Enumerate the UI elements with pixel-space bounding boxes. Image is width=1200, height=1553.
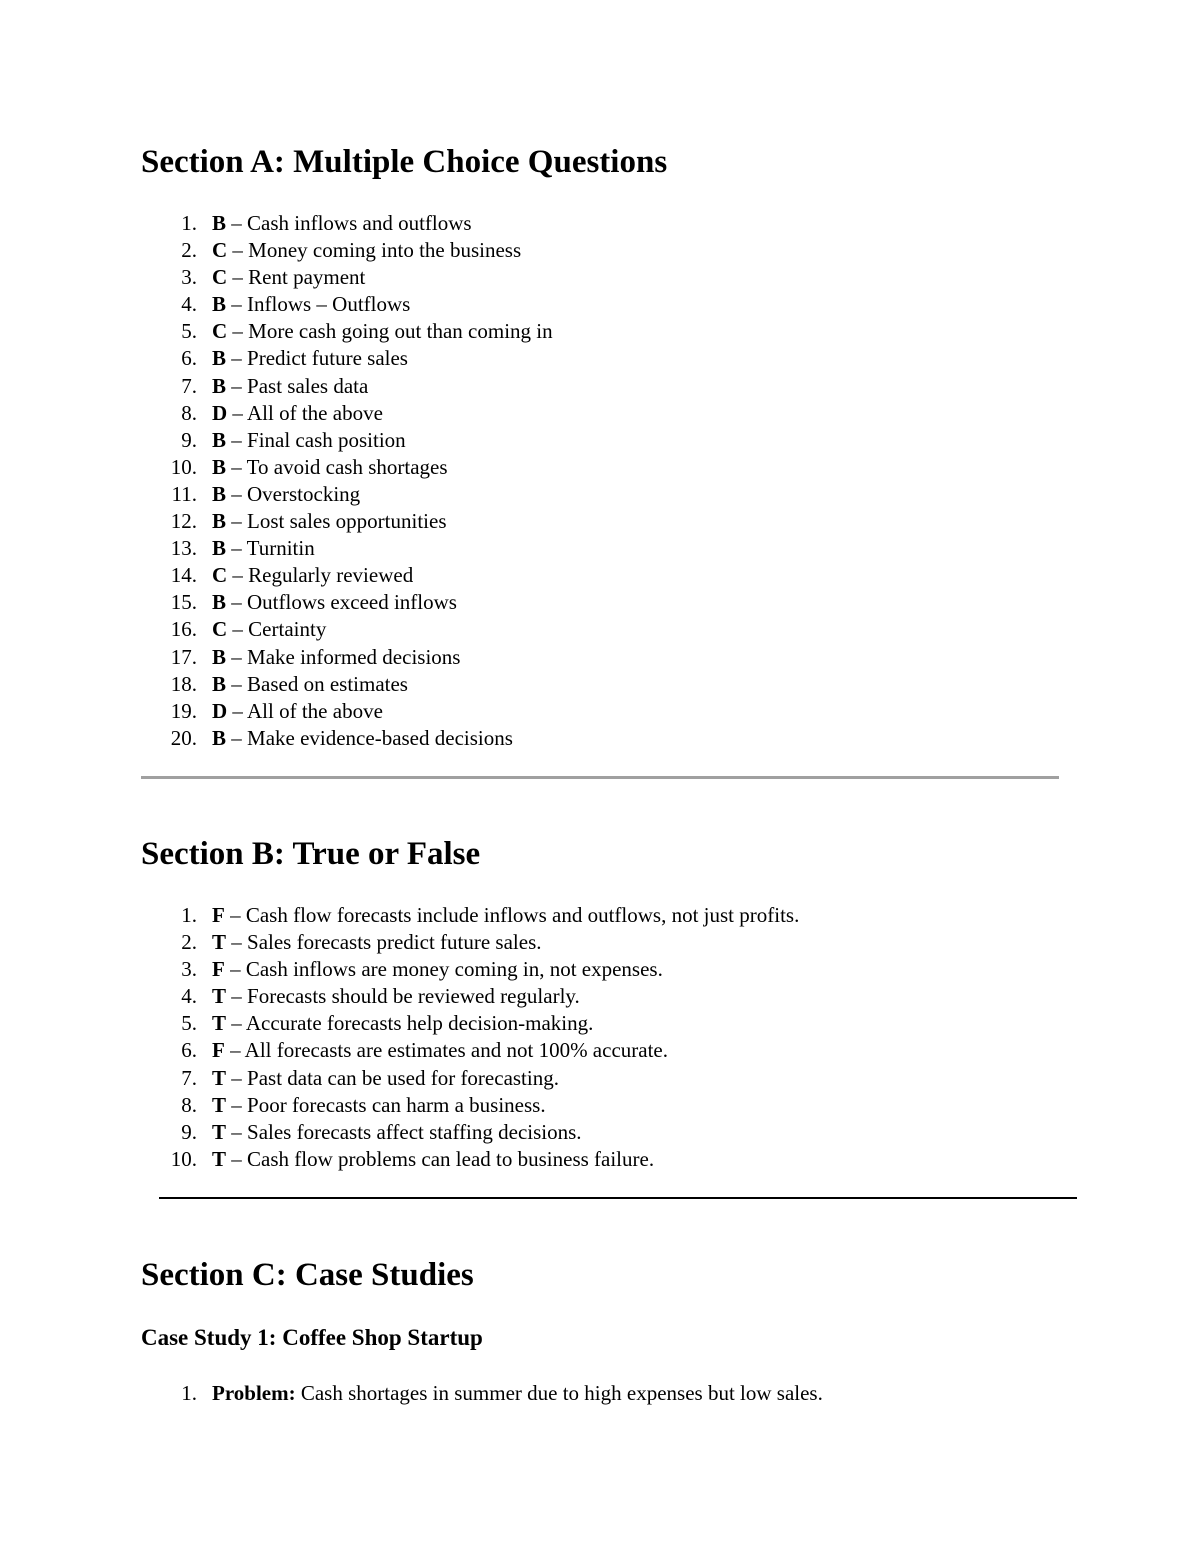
section-b-heading: Section B: True or False [141, 836, 481, 872]
answer-letter: B [212, 671, 227, 696]
list-item-number: 8. [181, 400, 197, 425]
answer-text: – To avoid cash shortages [226, 454, 448, 479]
answer-letter: D [212, 400, 228, 425]
answer-letter: T [212, 1065, 227, 1090]
answer-text: – Forecasts should be reviewed regularly. [226, 984, 580, 1009]
list-item-number: 4. [181, 984, 197, 1009]
answer-text: – Lost sales opportunities [226, 509, 447, 534]
answer-letter: F [212, 903, 225, 927]
list-item-number: 11. [171, 481, 197, 506]
list-item [141, 427, 553, 454]
list-item [141, 956, 799, 983]
answer-text: Cash shortages in summer due to high expenses but low sales. [295, 1381, 823, 1405]
section-a-answer-list [141, 210, 553, 752]
horizontal-divider [159, 1197, 1077, 1199]
answer-letter: B [212, 481, 227, 506]
answer-letter: T [212, 1146, 227, 1171]
list-item-number: 5. [181, 1011, 197, 1036]
list-item-number: 10. [170, 454, 197, 479]
answer-letter: B [212, 644, 227, 669]
answer-text: – Cash flow problems can lead to business failure. [226, 1146, 655, 1171]
answer-text: – Predict future sales [226, 346, 408, 371]
list-item [141, 1037, 799, 1064]
section-b-answer-list [141, 902, 799, 1173]
list-item [141, 1065, 799, 1092]
answer-text: – Money coming into the business [227, 238, 522, 263]
answer-letter: D [212, 698, 228, 723]
answer-letter: B [212, 725, 227, 750]
answer-letter: T [212, 1011, 227, 1036]
case-study-1-heading: Case Study 1: Coffee Shop Startup [141, 1325, 483, 1350]
answer-text: – Outflows exceed inflows [226, 590, 457, 615]
list-item-number: 5. [181, 319, 197, 344]
answer-letter: B [212, 536, 227, 561]
list-item [141, 589, 553, 616]
answer-text: – Past data can be used for forecasting. [226, 1065, 559, 1090]
list-item-number: 9. [181, 1119, 197, 1144]
answer-text: – Sales forecasts affect staffing decisions. [226, 1119, 582, 1144]
answer-text: – Cash inflows and outflows [226, 211, 472, 235]
answer-text: – Accurate forecasts help decision-making. [226, 1011, 594, 1036]
answer-letter: B [212, 211, 227, 235]
list-item-number: 13. [170, 536, 197, 561]
list-item [141, 454, 553, 481]
list-item [141, 983, 799, 1010]
list-item [141, 237, 553, 264]
list-item [141, 1092, 799, 1119]
list-item [141, 1010, 799, 1037]
answer-text: – Inflows – Outflows [226, 292, 411, 317]
list-item-number: 17. [170, 644, 197, 669]
answer-letter: T [212, 1119, 227, 1144]
list-item-number: 12. [170, 509, 197, 534]
list-item-number: 3. [181, 265, 197, 290]
list-item-number: 7. [181, 373, 197, 398]
answer-letter: B [212, 590, 227, 615]
list-item [141, 210, 553, 237]
answer-text: – Final cash position [226, 427, 406, 452]
list-item [141, 1119, 799, 1146]
list-item-number: 4. [181, 292, 197, 317]
list-item-number: 10. [170, 1146, 197, 1171]
list-item [141, 508, 553, 535]
answer-text: – All of the above [227, 400, 383, 425]
answer-letter: B [212, 427, 227, 452]
list-item-number: 8. [181, 1092, 197, 1117]
case-study-1-answer-list [141, 1380, 823, 1407]
answer-letter: C [212, 319, 228, 344]
answer-letter: F [212, 957, 225, 982]
list-item-number: 2. [181, 930, 197, 955]
answer-text: – Regularly reviewed [227, 563, 414, 588]
answer-text: – Cash inflows are money coming in, not expenses. [224, 957, 663, 982]
answer-letter: B [212, 509, 227, 534]
list-item-number: 1. [181, 1381, 197, 1405]
list-item [141, 562, 553, 589]
answer-text: – Make informed decisions [226, 644, 461, 669]
answer-letter: C [212, 238, 228, 263]
list-item [141, 318, 553, 345]
answer-text: – Make evidence-based decisions [226, 725, 513, 750]
answer-text: – Turnitin [226, 536, 315, 561]
list-item [141, 725, 553, 752]
answer-letter: B [212, 454, 227, 479]
answer-text: – More cash going out than coming in [227, 319, 553, 344]
list-item-number: 16. [170, 617, 197, 642]
list-item-number: 2. [181, 238, 197, 263]
answer-letter: F [212, 1038, 225, 1063]
list-item-number: 14. [170, 563, 197, 588]
list-item-number: 7. [181, 1065, 197, 1090]
answer-text: – All of the above [227, 698, 383, 723]
list-item [141, 1146, 799, 1173]
answer-letter: T [212, 984, 227, 1009]
list-item-number: 20. [170, 725, 197, 750]
horizontal-divider [141, 776, 1059, 779]
answer-letter: Problem: [212, 1381, 296, 1405]
list-item [141, 929, 799, 956]
answer-text: – Poor forecasts can harm a business. [226, 1092, 546, 1117]
list-item [141, 616, 553, 643]
list-item-number: 15. [170, 590, 197, 615]
list-item-number: 1. [181, 211, 197, 235]
list-item [141, 671, 553, 698]
answer-text: – Cash flow forecasts include inflows and outflows, not just profits. [224, 903, 800, 927]
list-item [141, 400, 553, 427]
list-item [141, 373, 553, 400]
answer-text: – Sales forecasts predict future sales. [226, 930, 542, 955]
list-item-number: 3. [181, 957, 197, 982]
answer-letter: B [212, 373, 227, 398]
answer-text: – Rent payment [227, 265, 366, 290]
answer-letter: T [212, 1092, 227, 1117]
answer-text: – Based on estimates [226, 671, 408, 696]
answer-text: – Certainty [227, 617, 327, 642]
list-item [141, 291, 553, 318]
list-item [141, 264, 553, 291]
answer-letter: T [212, 930, 227, 955]
answer-letter: B [212, 346, 227, 371]
list-item-number: 1. [181, 903, 197, 927]
answer-letter: C [212, 563, 228, 588]
list-item [141, 535, 553, 562]
list-item-number: 9. [181, 427, 197, 452]
list-item [141, 698, 553, 725]
list-item [141, 644, 553, 671]
list-item [141, 902, 799, 929]
section-a-heading: Section A: Multiple Choice Questions [141, 144, 668, 180]
answer-text: – Overstocking [226, 481, 361, 506]
answer-text: – All forecasts are estimates and not 100% accurate. [224, 1038, 668, 1063]
list-item [141, 481, 553, 508]
list-item-number: 6. [181, 1038, 197, 1063]
answer-letter: B [212, 292, 227, 317]
list-item [141, 1380, 823, 1407]
answer-letter: C [212, 617, 228, 642]
answer-letter: C [212, 265, 228, 290]
section-c-heading: Section C: Case Studies [141, 1257, 474, 1293]
list-item-number: 19. [170, 698, 197, 723]
list-item-number: 18. [170, 671, 197, 696]
list-item [141, 345, 553, 372]
answer-text: – Past sales data [226, 373, 369, 398]
list-item-number: 6. [181, 346, 197, 371]
